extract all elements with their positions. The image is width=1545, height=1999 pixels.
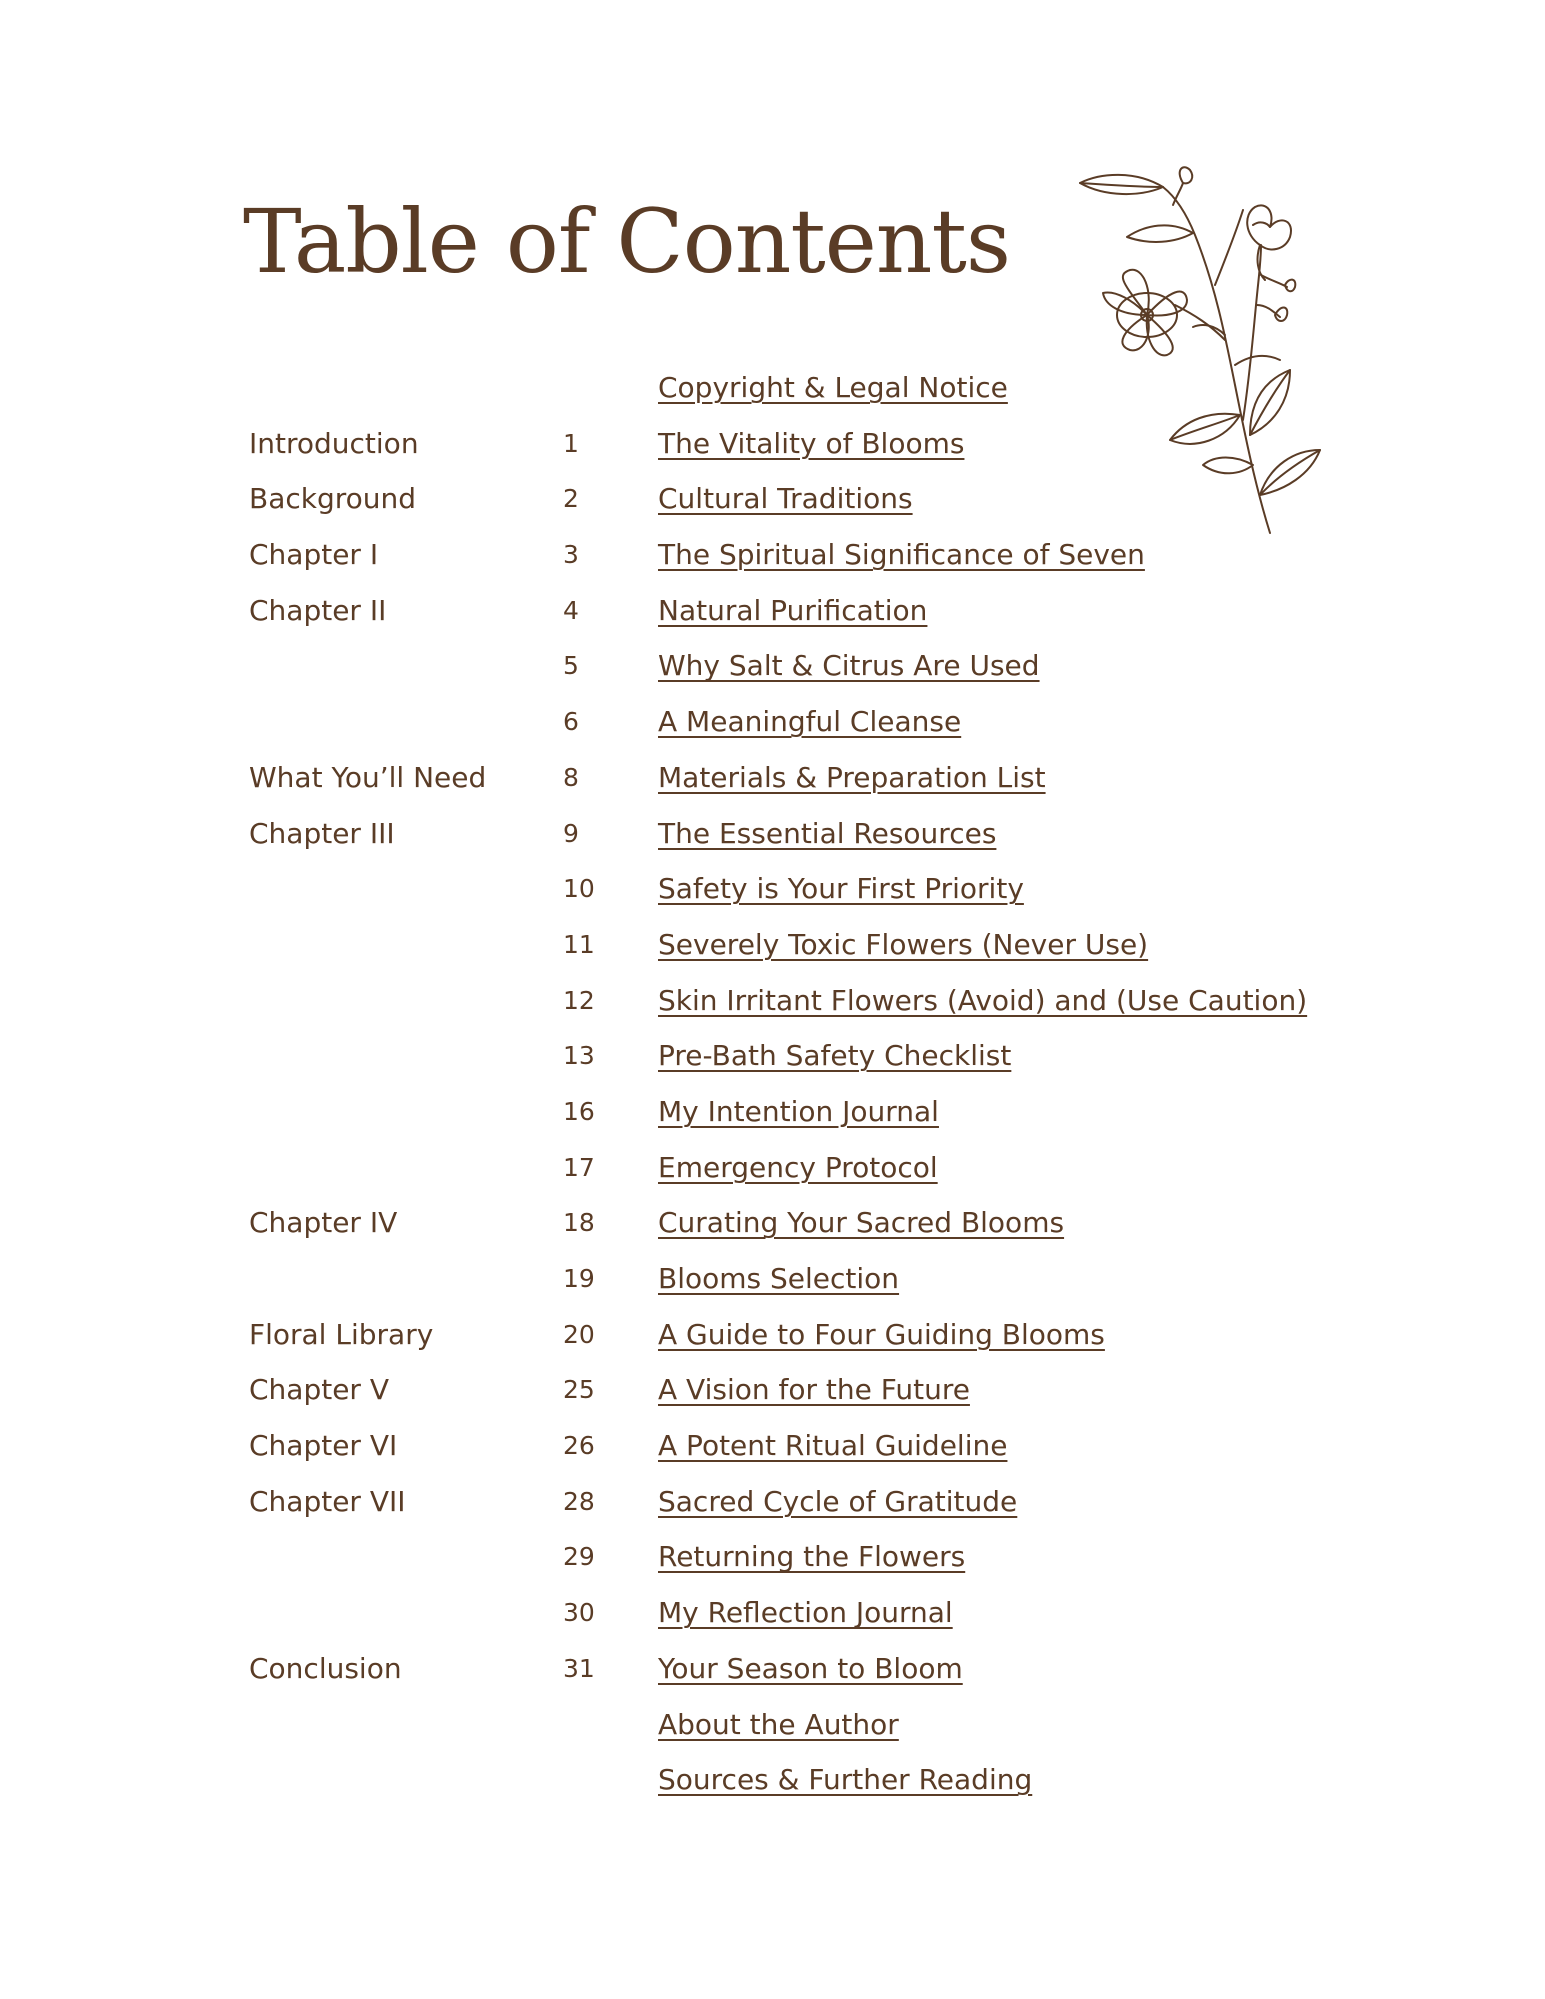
- toc-row: [0, 644, 1545, 700]
- toc-page-number: 30: [563, 1598, 595, 1628]
- toc-page-number: 20: [563, 1319, 595, 1349]
- toc-section: Conclusion: [249, 1651, 402, 1685]
- toc-row: [0, 867, 1545, 923]
- toc-link[interactable]: Returning the Flowers: [658, 1540, 966, 1574]
- toc-row: [0, 477, 1545, 533]
- toc-page-number: 1: [563, 428, 579, 458]
- toc-link[interactable]: Skin Irritant Flowers (Avoid) and (Use Caution): [658, 983, 1308, 1017]
- toc-page-number: 5: [563, 651, 579, 681]
- toc-row: [0, 812, 1545, 868]
- toc-page-number: 19: [563, 1264, 595, 1293]
- toc-row: [0, 700, 1545, 756]
- toc-page-number: 6: [563, 707, 579, 737]
- toc-row: [0, 1758, 1545, 1814]
- toc-section: Introduction: [249, 426, 419, 460]
- toc-link[interactable]: About the Author: [658, 1707, 899, 1741]
- toc-row: [0, 366, 1545, 422]
- toc-page-number: 9: [563, 818, 579, 848]
- toc-link[interactable]: Safety is Your First Priority: [658, 872, 1024, 906]
- toc-row: [0, 1424, 1545, 1480]
- toc-page-number: 4: [563, 595, 579, 625]
- toc-link[interactable]: Severely Toxic Flowers (Never Use): [658, 927, 1149, 961]
- toc-link[interactable]: Pre-Bath Safety Checklist: [658, 1039, 1012, 1073]
- toc-section: Floral Library: [249, 1317, 434, 1351]
- toc-link[interactable]: The Vitality of Blooms: [658, 426, 965, 460]
- toc-table: [0, 366, 1545, 1814]
- toc-link[interactable]: Emergency Protocol: [658, 1150, 938, 1184]
- toc-page-number: 25: [563, 1375, 595, 1405]
- toc-row: [0, 1034, 1545, 1090]
- toc-link[interactable]: The Spiritual Significance of Seven: [658, 538, 1145, 572]
- toc-row: [0, 1535, 1545, 1591]
- toc-page-number: 28: [563, 1486, 595, 1516]
- toc-page-number: 17: [563, 1152, 595, 1182]
- toc-row: [0, 1591, 1545, 1647]
- toc-row: [0, 589, 1545, 645]
- toc-section: What You’ll Need: [249, 760, 487, 794]
- toc-link[interactable]: Sources & Further Reading: [658, 1763, 1033, 1797]
- toc-row: [0, 1201, 1545, 1257]
- toc-link[interactable]: My Intention Journal: [658, 1094, 939, 1128]
- toc-page-number: 11: [563, 929, 595, 959]
- toc-link[interactable]: Sacred Cycle of Gratitude: [658, 1484, 1018, 1518]
- toc-page-number: 16: [563, 1096, 595, 1126]
- toc-page-number: 10: [563, 874, 595, 904]
- toc-row: [0, 1647, 1545, 1703]
- toc-row: [0, 756, 1545, 812]
- toc-link[interactable]: Materials & Preparation List: [658, 760, 1046, 794]
- toc-page-number: 8: [563, 762, 579, 792]
- toc-link[interactable]: Cultural Traditions: [658, 482, 913, 516]
- toc-row: [0, 1313, 1545, 1369]
- toc-page-number: 2: [563, 484, 579, 514]
- toc-link[interactable]: The Essential Resources: [658, 816, 997, 850]
- toc-link[interactable]: Your Season to Bloom: [658, 1651, 963, 1685]
- toc-link[interactable]: Natural Purification: [658, 593, 928, 627]
- toc-link[interactable]: A Potent Ritual Guideline: [658, 1429, 1008, 1463]
- toc-link[interactable]: My Reflection Journal: [658, 1596, 953, 1630]
- toc-page-number: 26: [563, 1431, 595, 1461]
- toc-section: Background: [249, 482, 417, 516]
- toc-link[interactable]: A Guide to Four Guiding Blooms: [658, 1317, 1105, 1351]
- toc-link[interactable]: Copyright & Legal Notice: [658, 371, 1008, 404]
- toc-section: Chapter II: [249, 593, 387, 627]
- toc-page-number: 13: [563, 1041, 595, 1071]
- toc-link[interactable]: A Vision for the Future: [658, 1373, 970, 1407]
- toc-link[interactable]: Blooms Selection: [658, 1262, 900, 1295]
- toc-section: Chapter VII: [249, 1484, 406, 1518]
- toc-page-number: 31: [563, 1653, 595, 1683]
- toc-row: [0, 1257, 1545, 1313]
- toc-row: [0, 422, 1545, 478]
- toc-link[interactable]: Curating Your Sacred Blooms: [658, 1206, 1065, 1240]
- toc-row: [0, 1146, 1545, 1202]
- toc-row: [0, 1703, 1545, 1759]
- toc-row: [0, 1090, 1545, 1146]
- toc-section: Chapter III: [249, 816, 395, 850]
- toc-page-number: 3: [563, 540, 579, 570]
- toc-link[interactable]: A Meaningful Cleanse: [658, 705, 962, 739]
- toc-page-number: 12: [563, 985, 595, 1015]
- toc-row: [0, 979, 1545, 1035]
- toc-page-number: 18: [563, 1208, 595, 1238]
- toc-row: [0, 923, 1545, 979]
- page-title: Table of Contents: [243, 190, 1011, 293]
- toc-row: [0, 1368, 1545, 1424]
- toc-page-number: 29: [563, 1542, 595, 1572]
- toc-section: Chapter IV: [249, 1206, 398, 1240]
- toc-section: Chapter VI: [249, 1429, 398, 1463]
- toc-link[interactable]: Why Salt & Citrus Are Used: [658, 649, 1040, 683]
- toc-row: [0, 533, 1545, 589]
- toc-row: [0, 1480, 1545, 1536]
- toc-section: Chapter I: [249, 538, 379, 572]
- toc-section: Chapter V: [249, 1373, 389, 1407]
